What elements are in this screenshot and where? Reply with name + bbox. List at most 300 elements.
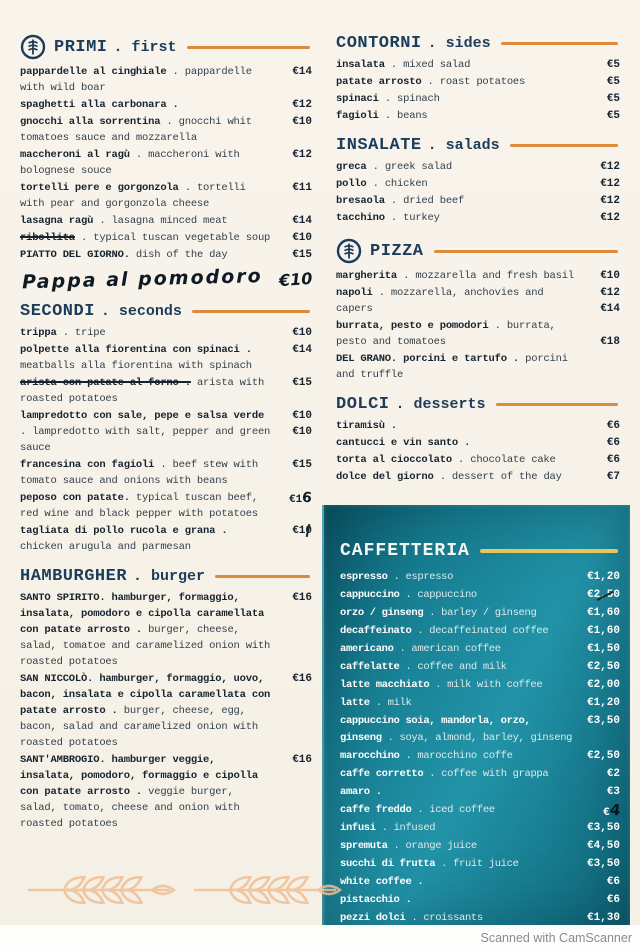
menu-item bbox=[20, 457, 312, 489]
menu-item bbox=[336, 91, 620, 107]
item-name: decaffeinato bbox=[340, 625, 412, 637]
item-description: . american coffee bbox=[393, 643, 501, 655]
item-description: . infused bbox=[375, 822, 436, 834]
item-price-column bbox=[574, 766, 620, 783]
menu-item bbox=[336, 268, 620, 284]
item-name-struck: ribollita bbox=[20, 232, 75, 244]
section-subtitle: . salads bbox=[427, 137, 500, 154]
section-hamburgher bbox=[20, 567, 312, 832]
menu-item bbox=[336, 193, 620, 209]
menu-item bbox=[336, 318, 620, 350]
item-price: €7 bbox=[606, 471, 620, 483]
item-price-column bbox=[574, 748, 620, 765]
item-description: . roast potatoes bbox=[421, 76, 526, 88]
item-name: trippa bbox=[20, 327, 57, 339]
section-title: PRIMI bbox=[54, 37, 108, 57]
item-name: pistacchio . bbox=[340, 894, 412, 906]
menu-item-text bbox=[20, 408, 276, 456]
item-description: meatballs alla fiorentina with spinach bbox=[20, 360, 252, 372]
item-description: . spinach bbox=[378, 93, 440, 105]
item-price: €6 bbox=[606, 876, 620, 888]
menu-item-text bbox=[20, 64, 276, 96]
item-name: pezzi dolci bbox=[340, 912, 406, 924]
menu-item bbox=[336, 285, 620, 317]
item-price: €5 bbox=[606, 76, 620, 88]
item-price: €10 bbox=[292, 116, 312, 128]
item-description: . coffee with grappa bbox=[423, 768, 549, 780]
item-name: infusi bbox=[340, 822, 376, 834]
menu-item-text bbox=[340, 892, 574, 909]
item-price: €6 bbox=[606, 437, 620, 449]
item-name: pappardelle al cinghiale bbox=[20, 66, 167, 78]
menu-item-text bbox=[336, 268, 584, 284]
item-description: . fruit juice bbox=[435, 858, 519, 870]
menu-item bbox=[340, 892, 620, 909]
wheat-decoration-icon bbox=[26, 864, 178, 916]
item-price: €12 bbox=[600, 195, 620, 207]
menu-item bbox=[20, 64, 312, 96]
section-header bbox=[336, 238, 620, 264]
menu-item-text bbox=[20, 375, 276, 407]
item-description: . greek salad bbox=[366, 161, 452, 173]
section-subtitle: . first bbox=[113, 38, 177, 56]
item-name: spremuta bbox=[340, 840, 388, 852]
menu-item-text bbox=[340, 784, 574, 801]
item-description: . turkey bbox=[384, 212, 440, 224]
item-description: chicken arugula and parmesan bbox=[20, 541, 191, 553]
menu-item bbox=[336, 351, 620, 383]
item-price: €5 bbox=[606, 110, 620, 122]
item-price-column bbox=[276, 752, 312, 768]
menu-item-text bbox=[20, 457, 276, 489]
menu-item bbox=[340, 766, 620, 783]
item-price: €14 bbox=[292, 66, 312, 78]
item-price: €10 bbox=[276, 523, 312, 539]
item-price: €12 bbox=[600, 178, 620, 190]
item-price: €10 bbox=[292, 426, 312, 438]
item-description: . dried beef bbox=[384, 195, 465, 207]
handwritten-menu-item bbox=[21, 265, 313, 294]
item-name: caffe corretto bbox=[340, 768, 424, 780]
item-description: . beef stew with tomato sauce and onions with beans bbox=[20, 459, 258, 487]
menu-item bbox=[340, 605, 620, 622]
item-price-column bbox=[276, 213, 312, 229]
item-price-column bbox=[574, 874, 620, 891]
section-rule-line bbox=[501, 42, 618, 45]
item-price-column bbox=[584, 91, 620, 107]
item-price bbox=[574, 802, 620, 819]
menu-item-text bbox=[340, 874, 574, 891]
item-name: insalata bbox=[336, 59, 385, 71]
item-name: caffelatte bbox=[340, 661, 400, 673]
item-price: €14 bbox=[600, 303, 620, 315]
item-price-column bbox=[574, 605, 620, 622]
menu-item-text bbox=[20, 213, 276, 229]
item-price: €14 bbox=[292, 344, 312, 356]
item-price-column bbox=[276, 64, 312, 80]
item-price: €3,50 bbox=[586, 858, 620, 870]
item-price-column bbox=[584, 108, 620, 124]
item-price: €4,50 bbox=[586, 840, 620, 852]
menu-item-text bbox=[336, 108, 584, 124]
item-name: burrata, pesto e pomodori bbox=[336, 320, 489, 332]
item-description: . tortelli with pear and gorgonzola cheese bbox=[20, 182, 246, 210]
item-price: €10 bbox=[292, 232, 312, 244]
section-title: SECONDI bbox=[20, 302, 95, 321]
menu-item-text bbox=[336, 176, 584, 192]
item-name: SANT'AMBROGIO. hamburger veggie, insalata, pomodoro, formaggio e cipolla con patate arrosto . bbox=[20, 754, 258, 798]
menu-item-text bbox=[340, 677, 574, 694]
menu-item-text bbox=[20, 325, 276, 341]
menu-item-text bbox=[336, 469, 584, 485]
section-title: HAMBURGHER bbox=[20, 567, 128, 586]
item-description: . lasagna minced meat bbox=[93, 215, 228, 227]
menu-item-text bbox=[340, 641, 574, 658]
section-subtitle: . burger bbox=[133, 568, 206, 585]
section-rule-line bbox=[510, 144, 618, 147]
item-name: americano bbox=[340, 643, 394, 655]
section-rule-line bbox=[215, 575, 310, 578]
item-price: €6 bbox=[606, 894, 620, 906]
item-description: . burrata, pesto and tomatoes bbox=[336, 320, 556, 348]
item-price: €14 bbox=[292, 215, 312, 227]
menu-item bbox=[340, 659, 620, 676]
section-subtitle: . sides bbox=[427, 35, 491, 52]
item-price-column bbox=[276, 114, 312, 130]
item-price-column bbox=[584, 159, 620, 175]
item-price-column bbox=[574, 695, 620, 712]
section-contorni bbox=[336, 34, 620, 124]
handwritten-dish-name: Pappa al pomodoro bbox=[21, 265, 263, 294]
item-price-column bbox=[574, 659, 620, 676]
item-price-column bbox=[584, 418, 620, 434]
wheat-circle-icon bbox=[336, 238, 362, 264]
menu-item bbox=[20, 97, 312, 113]
menu-item-text bbox=[336, 318, 584, 350]
item-price-column bbox=[276, 230, 312, 246]
item-price-column bbox=[276, 523, 312, 539]
item-price-column bbox=[574, 856, 620, 873]
item-price-column bbox=[276, 325, 312, 341]
item-name: amaro . bbox=[340, 786, 382, 798]
item-name: marocchino bbox=[340, 750, 400, 762]
item-description: . maccheroni with bolognese souce bbox=[20, 149, 240, 177]
item-description: . decaffeinated coffee bbox=[411, 625, 549, 637]
item-price-column bbox=[584, 57, 620, 73]
item-price: €16 bbox=[292, 592, 312, 604]
menu-item-text bbox=[20, 247, 276, 263]
item-price-column bbox=[584, 318, 620, 350]
section-pizza bbox=[336, 238, 620, 383]
item-price: €15 bbox=[292, 249, 312, 261]
item-description: . pappardelle with wild boar bbox=[20, 66, 252, 94]
item-name: patate arrosto bbox=[336, 76, 422, 88]
section-subtitle: . desserts bbox=[395, 396, 486, 413]
menu-item-text bbox=[336, 159, 584, 175]
menu-item bbox=[336, 210, 620, 226]
item-price: €16 bbox=[292, 754, 312, 766]
item-name: tagliata di pollo rucola e grana . bbox=[20, 525, 228, 537]
menu-item bbox=[336, 57, 620, 73]
menu-item-text bbox=[340, 605, 574, 622]
menu-item bbox=[336, 452, 620, 468]
item-price-column bbox=[574, 892, 620, 909]
item-price: €1,20 bbox=[586, 571, 620, 583]
item-price-column bbox=[574, 587, 620, 604]
menu-item bbox=[20, 671, 312, 751]
item-price: €12 bbox=[600, 212, 620, 224]
item-price-column bbox=[276, 180, 312, 196]
item-name: latte bbox=[340, 697, 370, 709]
handwritten-price-digit: 6 bbox=[301, 489, 313, 507]
item-name: DEL GRANO. porcini e tartufo . bbox=[336, 353, 520, 365]
item-price: €11 bbox=[292, 182, 312, 194]
section-header bbox=[336, 136, 620, 155]
section-insalate bbox=[336, 136, 620, 226]
menu-item-text bbox=[20, 752, 276, 832]
menu-item bbox=[20, 375, 312, 407]
menu-item bbox=[340, 874, 620, 891]
menu-item bbox=[20, 213, 312, 229]
item-description: . gnocchi whit tomatoes sauce and mozzarella bbox=[20, 116, 252, 144]
menu-item bbox=[340, 802, 620, 819]
item-name: white coffee . bbox=[340, 876, 424, 888]
item-description: . chocolate cake bbox=[451, 454, 556, 466]
item-name: tortelli pere e gorgonzola bbox=[20, 182, 179, 194]
item-price: €2,50 bbox=[574, 587, 620, 604]
menu-item-text bbox=[340, 659, 574, 676]
item-name: peposo con patate. bbox=[20, 492, 130, 504]
wheat-decoration-icon bbox=[192, 864, 344, 916]
item-price-column bbox=[584, 285, 620, 317]
item-price: €2,50 bbox=[586, 661, 620, 673]
item-name: greca bbox=[336, 161, 367, 173]
item-price: €18 bbox=[600, 336, 620, 348]
item-price-column bbox=[574, 802, 620, 819]
section-rule-line bbox=[496, 403, 618, 406]
item-price: €3,50 bbox=[586, 715, 620, 727]
section-primi bbox=[20, 34, 313, 294]
item-price-column bbox=[574, 569, 620, 586]
menu-item bbox=[20, 523, 312, 555]
menu-item-text bbox=[336, 285, 584, 317]
item-description: burger, cheese, egg, bacon, salad and caramelized onion with roasted potatoes bbox=[20, 705, 258, 749]
item-description: . chicken bbox=[366, 178, 428, 190]
item-description: . marocchino coffe bbox=[399, 750, 513, 762]
item-price bbox=[276, 490, 312, 506]
item-description: porcini and truffle bbox=[336, 353, 568, 381]
camscanner-note: Scanned with CamScanner bbox=[480, 931, 632, 945]
item-price-column bbox=[574, 677, 620, 694]
item-description: . barley / ginseng bbox=[423, 607, 537, 619]
item-name: fagioli bbox=[336, 110, 379, 122]
item-name: torta al cioccolato bbox=[336, 454, 452, 466]
section-caffetteria bbox=[340, 541, 620, 927]
menu-item bbox=[20, 114, 312, 146]
item-price-column bbox=[574, 641, 620, 658]
item-description: typical tuscan beef, red wine and black pepper with potatoes bbox=[20, 492, 258, 520]
item-name: PIATTO DEL GIORNO. bbox=[20, 249, 130, 261]
menu-item-text bbox=[340, 569, 574, 586]
item-price: €2,00 bbox=[586, 679, 620, 691]
menu-item bbox=[20, 147, 312, 179]
menu-item bbox=[20, 752, 312, 832]
menu-item bbox=[20, 230, 312, 246]
item-name: SANTO SPIRITO. hamburger, formaggio, insalata, pomodoro e cipolla caramellata con patate arrosto . bbox=[20, 592, 265, 636]
item-description: . mozzarella and fresh basil bbox=[397, 270, 574, 282]
item-price-text: €1 bbox=[289, 494, 303, 506]
item-price-column bbox=[584, 176, 620, 192]
item-description: dish of the day bbox=[129, 249, 228, 261]
menu-item bbox=[336, 435, 620, 451]
item-price-column bbox=[276, 375, 312, 391]
menu-item-text bbox=[340, 713, 574, 747]
item-price bbox=[584, 318, 620, 334]
item-price-column bbox=[584, 74, 620, 90]
item-price: €10 bbox=[292, 410, 312, 422]
item-price-column bbox=[574, 713, 620, 730]
menu-item bbox=[336, 469, 620, 485]
section-header bbox=[336, 395, 620, 414]
item-price: €12 bbox=[600, 287, 620, 299]
item-price: €6 bbox=[606, 454, 620, 466]
menu-item-text bbox=[340, 695, 574, 712]
menu-item-text bbox=[20, 671, 276, 751]
item-description: . mixed salad bbox=[384, 59, 471, 71]
item-price: €16 bbox=[292, 673, 312, 685]
menu-item-text bbox=[340, 856, 574, 873]
item-price-column bbox=[584, 452, 620, 468]
item-name: pollo bbox=[336, 178, 367, 190]
item-description: . tripe bbox=[56, 327, 106, 339]
item-description: . coffee and milk bbox=[399, 661, 507, 673]
item-name: napoli bbox=[336, 287, 373, 299]
section-header bbox=[20, 34, 312, 60]
menu-item bbox=[20, 180, 312, 212]
item-name: cantucci e vin santo . bbox=[336, 437, 471, 449]
item-price: €1,50 bbox=[586, 643, 620, 655]
menu-item-text bbox=[20, 97, 276, 113]
item-price-column bbox=[276, 671, 312, 687]
menu-item-text bbox=[20, 114, 276, 146]
menu-item bbox=[336, 418, 620, 434]
menu-item bbox=[336, 108, 620, 124]
pasta-fork-icon bbox=[20, 34, 46, 60]
item-name: spaghetti alla carbonara . bbox=[20, 99, 179, 111]
item-price: €6 bbox=[606, 420, 620, 432]
menu-item bbox=[340, 820, 620, 837]
item-price-column bbox=[276, 97, 312, 113]
menu-item-text bbox=[20, 523, 276, 555]
item-name: tacchino bbox=[336, 212, 385, 224]
item-price: €3,50 bbox=[586, 822, 620, 834]
item-price: €15 bbox=[292, 459, 312, 471]
item-name: dolce del giorno bbox=[336, 471, 434, 483]
item-price: €2,50 bbox=[586, 750, 620, 762]
section-header bbox=[336, 34, 620, 53]
handwritten-price: €10 bbox=[277, 268, 313, 290]
item-description: . milk bbox=[369, 697, 412, 709]
section-subtitle: . seconds bbox=[100, 303, 182, 320]
item-price: €3 bbox=[606, 786, 620, 798]
menu-item-text bbox=[336, 435, 584, 451]
section-title: PIZZA bbox=[370, 241, 424, 261]
menu-item-text bbox=[336, 452, 584, 468]
menu-item-text bbox=[336, 74, 584, 90]
camscanner-strip bbox=[0, 925, 640, 951]
section-title: CONTORNI bbox=[336, 34, 422, 53]
item-price-column bbox=[584, 268, 620, 284]
menu-item-text bbox=[340, 748, 574, 765]
right-column-top bbox=[322, 34, 630, 497]
item-description: . soya, almond, barley, ginseng bbox=[381, 732, 573, 744]
menu-item-text bbox=[336, 91, 584, 107]
menu-item bbox=[340, 856, 620, 873]
item-price-column bbox=[276, 147, 312, 163]
menu-item-text bbox=[20, 490, 276, 522]
menu-item-text bbox=[336, 418, 584, 434]
item-price-column bbox=[584, 435, 620, 451]
menu-item bbox=[340, 748, 620, 765]
item-description: . dessert of the day bbox=[433, 471, 562, 483]
item-price: €1,60 bbox=[586, 625, 620, 637]
section-rule-line bbox=[480, 549, 618, 553]
item-price: €5 bbox=[606, 93, 620, 105]
item-name: francesina con fagioli bbox=[20, 459, 155, 471]
item-name: succhi di frutta bbox=[340, 858, 436, 870]
menu-item bbox=[340, 587, 620, 604]
item-description: . typical tuscan vegetable soup bbox=[74, 232, 271, 244]
item-name: margherita bbox=[336, 270, 398, 282]
item-description: . lampredotto with salt, pepper and green sauce bbox=[20, 426, 271, 454]
item-price: €15 bbox=[292, 377, 312, 389]
menu-item bbox=[340, 838, 620, 855]
section-rule-line bbox=[434, 250, 618, 253]
item-name: gnocchi alla sorrentina bbox=[20, 116, 161, 128]
item-name: polpette alla fiorentina con spinaci . bbox=[20, 344, 252, 356]
menu-item-text bbox=[340, 587, 574, 604]
section-dolci bbox=[336, 395, 620, 485]
menu-item-text bbox=[340, 766, 574, 783]
item-description: . iced coffee bbox=[411, 804, 495, 816]
section-title: CAFFETTERIA bbox=[340, 541, 470, 561]
item-name: orzo / ginseng bbox=[340, 607, 424, 619]
item-name-struck: arista con patate al forno . bbox=[20, 377, 191, 389]
item-price-column bbox=[584, 210, 620, 226]
menu-item-text bbox=[340, 802, 574, 819]
item-price-column bbox=[584, 193, 620, 209]
section-title: DOLCI bbox=[336, 395, 390, 414]
menu-item bbox=[336, 74, 620, 90]
item-price-column bbox=[574, 838, 620, 855]
item-description: burger, cheese, salad, tomatoe and caramelized onion with roasted potatoes bbox=[20, 624, 271, 668]
item-description: . orange juice bbox=[387, 840, 477, 852]
menu-item bbox=[336, 159, 620, 175]
item-price: €2 bbox=[606, 768, 620, 780]
item-name: caffe freddo bbox=[340, 804, 412, 816]
item-description: . espresso bbox=[387, 571, 454, 583]
item-price-column bbox=[584, 469, 620, 485]
menu-item bbox=[336, 176, 620, 192]
menu-item-text bbox=[20, 230, 276, 246]
menu-item bbox=[340, 641, 620, 658]
menu-item bbox=[340, 784, 620, 801]
menu-item bbox=[20, 408, 312, 456]
menu-item-text bbox=[336, 193, 584, 209]
item-price: €1,30 bbox=[586, 912, 620, 924]
item-price: €1,60 bbox=[586, 607, 620, 619]
item-price: €12 bbox=[292, 99, 312, 111]
